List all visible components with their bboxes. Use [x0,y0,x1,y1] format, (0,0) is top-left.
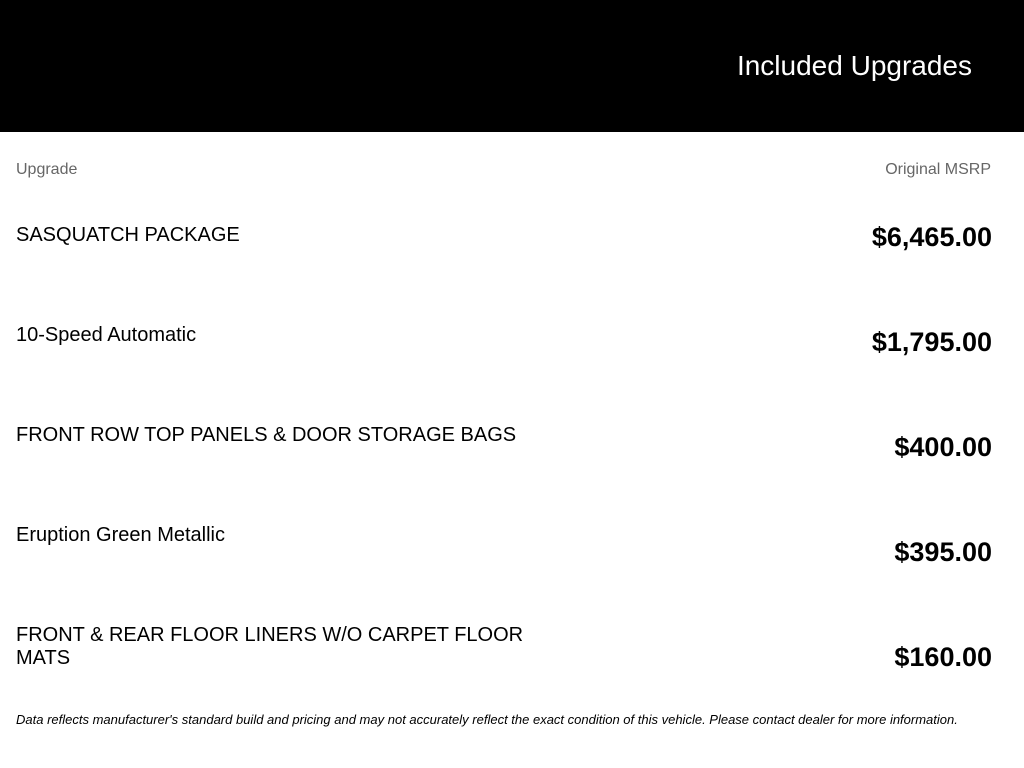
msrp-column-header: Original MSRP [885,161,991,178]
upgrade-price: $1,795.00 [871,327,992,357]
upgrade-price: $6,465.00 [871,222,992,252]
page-header [0,0,1024,132]
upgrade-price: $160.00 [894,642,992,672]
upgrade-name: SASQUATCH PACKAGE [16,224,240,246]
upgrade-price: $400.00 [894,432,992,462]
upgrade-column-header: Upgrade [16,161,78,178]
upgrade-name: Eruption Green Metallic [16,524,225,546]
upgrade-name: FRONT ROW TOP PANELS & DOOR STORAGE BAGS [16,424,517,446]
upgrade-price: $395.00 [894,537,992,567]
upgrade-name: FRONT & REAR FLOOR LINERS W/O CARPET FLOOR MATS [16,624,524,669]
page-title: Included Upgrades [736,50,972,81]
disclaimer-text: Data reflects manufacturer's standard build and pricing and may not accurately reflect the exact condition of this vehicle. Please contact dealer for more information. [16,712,958,727]
upgrade-name: 10-Speed Automatic [16,324,197,346]
